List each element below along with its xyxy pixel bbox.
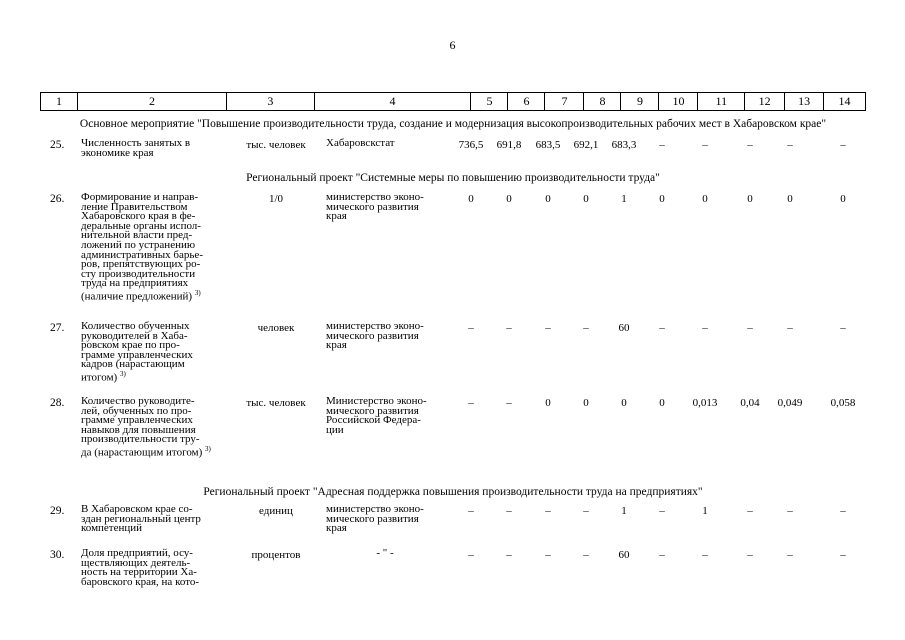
indicator-name-line: баровского края, на кото- — [81, 575, 200, 588]
unit-of-measure: человек — [257, 322, 295, 334]
indicator-name-line: (наличие предложений) $^{3)}$ — [81, 288, 201, 303]
value-cell: 683,5 — [535, 139, 561, 151]
indicator-name — [81, 139, 231, 158]
header-col-2: 2 — [78, 93, 227, 110]
header-col-1: 1 — [41, 93, 78, 110]
value-cell: 0,04 — [740, 397, 760, 409]
value-cell: – — [787, 139, 793, 151]
value-cell: – — [787, 505, 793, 517]
value-cell: – — [840, 139, 846, 151]
value-cell: 0,013 — [692, 397, 718, 409]
indicator-name-line: лей, обученных по про- — [81, 404, 192, 417]
indicator-name-line: грамме управленческих — [81, 348, 193, 361]
value-cell: 736,5 — [458, 139, 484, 151]
indicator-name-line: деральные органы испол- — [81, 219, 201, 232]
value-cell: – — [840, 505, 846, 517]
value-cell: – — [747, 322, 753, 334]
indicator-name-line: итогом) $^{3)}$ — [81, 369, 126, 384]
data-source-line: края — [326, 210, 347, 223]
value-cell: – — [583, 549, 589, 561]
header-col-5: 5 — [471, 93, 508, 110]
indicator-name-line: грамме управленческих — [81, 414, 193, 427]
indicator-name-line: Формирование и направ- — [81, 191, 199, 203]
header-col-12: 12 — [745, 93, 785, 110]
indicator-name-line: навыков для повышения — [81, 423, 196, 436]
indicator-name-line: руководителей в Хаба- — [81, 329, 188, 342]
value-cell: – — [545, 322, 551, 334]
value-cell: 0 — [659, 397, 665, 409]
indicator-name — [81, 193, 231, 302]
value-cell: 0,058 — [830, 397, 856, 409]
indicator-name-line: сту производительности — [81, 267, 196, 280]
data-source-line: министерство эконо- — [326, 191, 424, 203]
value-cell: 0 — [545, 193, 551, 205]
value-cell: 0 — [583, 193, 589, 205]
data-source-line: мического развития — [326, 512, 419, 525]
value-cell: – — [702, 549, 708, 561]
value-cell: – — [659, 322, 665, 334]
value-cell: 0 — [506, 193, 512, 205]
value-cell: 1 — [702, 505, 708, 517]
header-col-14: 14 — [838, 94, 851, 108]
data-source-line: мического развития — [326, 404, 419, 417]
row-number: 28. — [50, 397, 65, 409]
indicator-name-line: да (нарастающим итогом) $^{3)}$ — [81, 444, 211, 459]
indicator-name-line: компетенций — [81, 522, 143, 535]
data-source — [326, 505, 451, 534]
row-number: 30. — [50, 549, 65, 561]
value-cell: – — [506, 397, 512, 409]
value-cell: 60 — [618, 549, 630, 561]
indicator-name-line: труда на предприятиях — [81, 277, 189, 290]
data-source-line: министерство эконо- — [326, 503, 424, 515]
table-header — [40, 92, 866, 111]
indicator-name-line: кадров (нарастающим — [81, 358, 185, 371]
row-number: 29. — [50, 505, 65, 517]
indicator-name-line: Количество руководите- — [81, 395, 195, 407]
data-source-line: Министерство эконо- — [326, 395, 427, 407]
value-cell: – — [468, 397, 474, 409]
section-title-regional-2: Региональный проект "Адресная поддержка повышения производительности труда на предприятиях" — [203, 486, 703, 498]
value-cell: 0 — [840, 193, 846, 205]
value-cell: – — [840, 322, 846, 334]
header-col-9: 9 — [621, 93, 659, 110]
indicator-name-line: производительности тру- — [81, 433, 200, 446]
indicator-name-line: здан региональный центр — [81, 512, 201, 525]
indicator-name-line: ров, препятствующих ро- — [81, 258, 201, 271]
indicator-name — [81, 549, 231, 587]
indicator-name-line: ление Правительством — [81, 200, 188, 213]
unit-of-measure: единиц — [259, 505, 293, 517]
value-cell: 692,1 — [573, 139, 599, 151]
value-cell: – — [583, 322, 589, 334]
value-cell: 0 — [702, 193, 708, 205]
data-source-line: Хабаровскстат — [326, 137, 395, 149]
header-col-13: 13 — [785, 93, 824, 110]
section-title-regional-1: Региональный проект "Системные меры по повышению производительности труда" — [246, 172, 660, 184]
header-col-10: 10 — [659, 93, 698, 110]
row-number: 26. — [50, 193, 65, 205]
footnote-mark: 3) — [119, 369, 126, 378]
value-cell: 60 — [618, 322, 630, 334]
data-source-line: министерство эконо- — [326, 320, 424, 332]
row-number: 25. — [50, 139, 65, 151]
value-cell: 1 — [621, 505, 627, 517]
value-cell: – — [787, 322, 793, 334]
value-cell: 0,049 — [777, 397, 803, 409]
unit-of-measure: процентов — [251, 549, 301, 561]
value-cell: 0 — [583, 397, 589, 409]
indicator-name-line: экономике края — [81, 146, 154, 159]
value-cell: 0 — [545, 397, 551, 409]
value-cell: – — [468, 549, 474, 561]
data-source-line: - " - — [376, 547, 394, 559]
value-cell: 1 — [621, 193, 627, 205]
data-source-line: мического развития — [326, 329, 419, 342]
page-number: 6 — [449, 38, 456, 52]
indicator-name-line: В Хабаровском крае со- — [81, 503, 193, 515]
indicator-name — [81, 397, 231, 458]
indicator-name-line: Количество обученных — [81, 320, 190, 332]
value-cell: – — [659, 139, 665, 151]
data-source-line: края — [326, 339, 347, 352]
value-cell: – — [468, 322, 474, 334]
indicator-name-line: Хабаровского края в фе- — [81, 210, 196, 223]
header-col-3: 3 — [227, 93, 315, 110]
header-col-11: 11 — [698, 93, 745, 110]
footnote-mark: 3) — [194, 288, 201, 297]
value-cell: – — [659, 549, 665, 561]
indicator-name-line: ровском крае по про- — [81, 339, 180, 352]
value-cell: – — [747, 139, 753, 151]
data-source — [326, 139, 451, 149]
data-source-line: Российской Федера- — [326, 414, 421, 427]
value-cell: 691,8 — [496, 139, 522, 151]
value-cell: 0 — [747, 193, 753, 205]
value-cell: – — [659, 505, 665, 517]
indicator-name — [81, 322, 231, 383]
header-col-7: 7 — [545, 93, 584, 110]
indicator-name — [81, 505, 231, 534]
value-cell: – — [545, 505, 551, 517]
value-cell: – — [702, 139, 708, 151]
value-cell: – — [787, 549, 793, 561]
data-source-line: ции — [326, 423, 344, 436]
data-source-line: мического развития — [326, 200, 419, 213]
value-cell: – — [506, 322, 512, 334]
unit-of-measure: тыс. человек — [246, 139, 306, 151]
unit-of-measure: тыс. человек — [246, 397, 306, 409]
indicator-name-line: Численность занятых в — [81, 137, 191, 149]
value-cell: – — [583, 505, 589, 517]
indicator-name-line: ложений по устранению — [81, 238, 196, 251]
indicator-name-line: ность на территории Ха- — [81, 566, 197, 579]
value-cell: – — [702, 322, 708, 334]
value-cell: – — [747, 549, 753, 561]
data-source — [326, 193, 451, 222]
footnote-mark: 3) — [205, 444, 211, 453]
value-cell: 0 — [468, 193, 474, 205]
indicator-name-line: Доля предприятий, осу- — [81, 547, 193, 559]
data-source — [326, 397, 451, 435]
value-cell: – — [545, 549, 551, 561]
value-cell: – — [468, 505, 474, 517]
header-col-4: 4 — [315, 93, 472, 110]
row-number: 27. — [50, 322, 65, 334]
value-cell: – — [840, 549, 846, 561]
value-cell: 0 — [659, 193, 665, 205]
value-cell: – — [506, 505, 512, 517]
value-cell: 683,3 — [611, 139, 637, 151]
unit-of-measure: 1/0 — [268, 193, 284, 205]
value-cell: 0 — [787, 193, 793, 205]
value-cell: 0 — [621, 397, 627, 409]
value-cell: – — [747, 505, 753, 517]
header-col-6: 6 — [508, 93, 545, 110]
indicator-name-line: ществляющих деятель- — [81, 556, 191, 569]
section-title-main: Основное мероприятие "Повышение производительности труда, создание и модернизация высокопроизводительных рабочих мест в Хабаровском крае" — [79, 118, 827, 130]
value-cell: – — [506, 549, 512, 561]
data-source — [350, 549, 420, 559]
data-source-line: края — [326, 522, 347, 535]
data-source — [326, 322, 451, 351]
indicator-name-line: нительной власти пред- — [81, 229, 193, 242]
header-col-8: 8 — [584, 93, 621, 110]
indicator-name-line: административных барье- — [81, 248, 203, 261]
